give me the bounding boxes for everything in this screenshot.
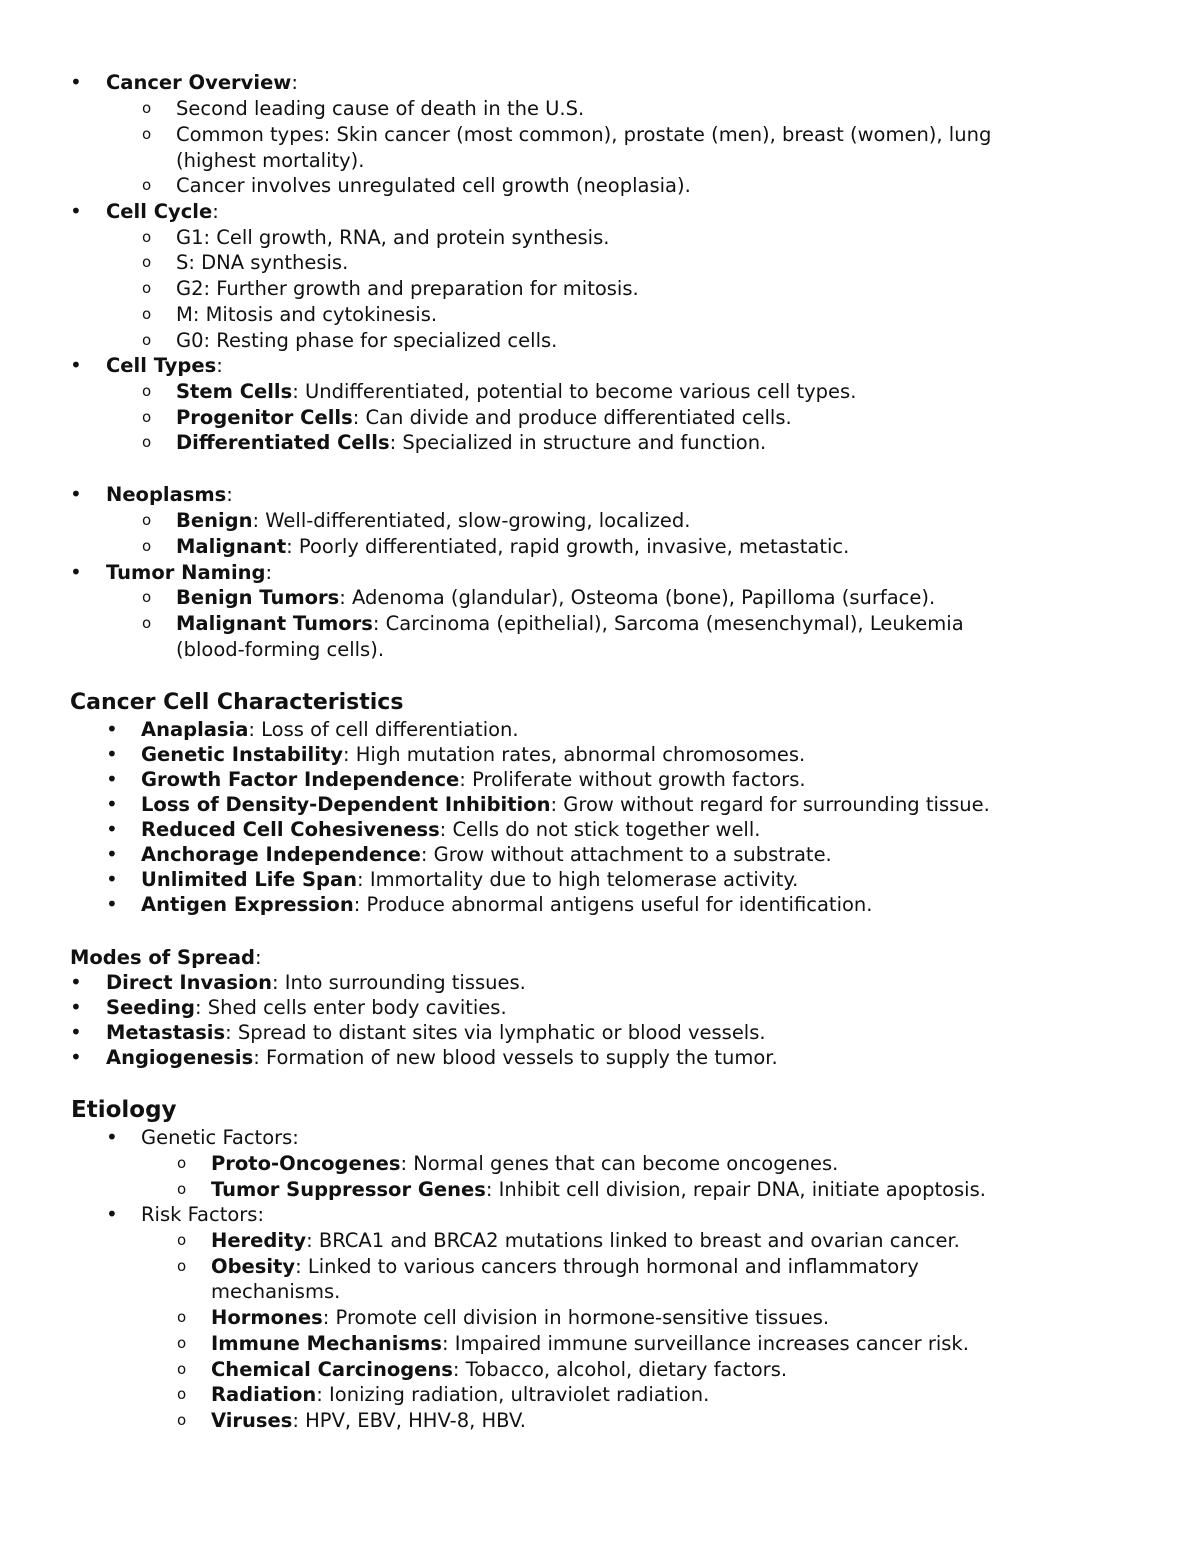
section-label-neoplasms: Neoplasms:	[106, 483, 233, 506]
list-item: G0: Resting phase for specialized cells.	[176, 329, 558, 352]
circle-marker: o	[142, 305, 152, 323]
circle-marker: o	[142, 588, 152, 606]
bullet-marker: •	[70, 482, 82, 506]
circle-marker: o	[177, 1334, 187, 1352]
list-item: Viruses: HPV, EBV, HHV-8, HBV.	[211, 1409, 526, 1432]
section-label-risk-factors: Risk Factors:	[141, 1203, 265, 1226]
circle-marker: o	[177, 1360, 187, 1378]
list-item-continuation: (blood-forming cells).	[176, 638, 385, 661]
section-heading-modes-of-spread: Modes of Spread:	[70, 946, 262, 969]
list-item: Cancer involves unregulated cell growth (neoplasia).	[176, 174, 691, 197]
list-item: Anchorage Independence: Grow without attachment to a substrate.	[141, 843, 832, 866]
bullet-marker: •	[106, 767, 118, 791]
list-item: G2: Further growth and preparation for mitosis.	[176, 277, 639, 300]
circle-marker: o	[177, 1154, 187, 1172]
circle-marker: o	[142, 125, 152, 143]
section-label-cell-types: Cell Types:	[106, 354, 223, 377]
bullet-marker: •	[106, 717, 118, 741]
circle-marker: o	[177, 1411, 187, 1429]
list-item: Reduced Cell Cohesiveness: Cells do not stick together well.	[141, 818, 761, 841]
bullet-marker: •	[70, 995, 82, 1019]
list-item: Unlimited Life Span: Immortality due to high telomerase activity.	[141, 868, 799, 891]
bullet-marker: •	[106, 792, 118, 816]
circle-marker: o	[142, 331, 152, 349]
circle-marker: o	[177, 1257, 187, 1275]
list-item: Loss of Density-Dependent Inhibition: Grow without regard for surrounding tissue.	[141, 793, 990, 816]
bullet-marker: •	[70, 1045, 82, 1069]
circle-marker: o	[177, 1231, 187, 1249]
list-item: Direct Invasion: Into surrounding tissues.	[106, 971, 526, 994]
circle-marker: o	[142, 511, 152, 529]
bullet-marker: •	[70, 970, 82, 994]
list-item: Angiogenesis: Formation of new blood vessels to supply the tumor.	[106, 1046, 778, 1069]
section-label-cancer-overview: Cancer Overview:	[106, 71, 298, 94]
bullet-marker: •	[106, 842, 118, 866]
list-item: Proto-Oncogenes: Normal genes that can become oncogenes.	[211, 1152, 839, 1175]
bullet-marker: •	[106, 1202, 118, 1226]
list-item: Metastasis: Spread to distant sites via lymphatic or blood vessels.	[106, 1021, 766, 1044]
section-heading-characteristics: Cancer Cell Characteristics	[70, 690, 404, 715]
bullet-marker: •	[70, 1020, 82, 1044]
list-item: Second leading cause of death in the U.S.	[176, 97, 585, 120]
circle-marker: o	[142, 228, 152, 246]
list-item: Antigen Expression: Produce abnormal antigens useful for identification.	[141, 893, 873, 916]
list-item: Tumor Suppressor Genes: Inhibit cell division, repair DNA, initiate apoptosis.	[211, 1178, 986, 1201]
section-label-genetic-factors: Genetic Factors:	[141, 1126, 299, 1149]
list-item: Common types: Skin cancer (most common), prostate (men), breast (women), lung	[176, 123, 992, 146]
bullet-marker: •	[70, 560, 82, 584]
list-item: Immune Mechanisms: Impaired immune surveillance increases cancer risk.	[211, 1332, 969, 1355]
circle-marker: o	[142, 408, 152, 426]
list-item: G1: Cell growth, RNA, and protein synthesis.	[176, 226, 610, 249]
bullet-marker: •	[106, 817, 118, 841]
list-item: Malignant Tumors: Carcinoma (epithelial), Sarcoma (mesenchymal), Leukemia	[176, 612, 964, 635]
list-item: Growth Factor Independence: Proliferate without growth factors.	[141, 768, 806, 791]
circle-marker: o	[142, 99, 152, 117]
bullet-marker: •	[106, 867, 118, 891]
bullet-marker: •	[70, 70, 82, 94]
list-item: Heredity: BRCA1 and BRCA2 mutations linked to breast and ovarian cancer.	[211, 1229, 960, 1252]
list-item: Obesity: Linked to various cancers through hormonal and inflammatory	[211, 1255, 919, 1278]
list-item-continuation: (highest mortality).	[176, 149, 365, 172]
list-item: Genetic Instability: High mutation rates, abnormal chromosomes.	[141, 743, 806, 766]
circle-marker: o	[142, 537, 152, 555]
list-item: Malignant: Poorly differentiated, rapid growth, invasive, metastatic.	[176, 535, 850, 558]
circle-marker: o	[142, 279, 152, 297]
section-heading-etiology: Etiology	[71, 1097, 177, 1123]
list-item: Benign Tumors: Adenoma (glandular), Osteoma (bone), Papilloma (surface).	[176, 586, 936, 609]
list-item: Stem Cells: Undifferentiated, potential to become various cell types.	[176, 380, 857, 403]
bullet-marker: •	[106, 742, 118, 766]
bullet-marker: •	[106, 1125, 118, 1149]
bullet-marker: •	[70, 353, 82, 377]
circle-marker: o	[177, 1385, 187, 1403]
section-label-tumor-naming: Tumor Naming:	[106, 561, 273, 584]
list-item: Hormones: Promote cell division in hormone-sensitive tissues.	[211, 1306, 830, 1329]
list-item: Benign: Well-differentiated, slow-growing, localized.	[176, 509, 691, 532]
list-item: M: Mitosis and cytokinesis.	[176, 303, 438, 326]
circle-marker: o	[177, 1308, 187, 1326]
circle-marker: o	[142, 614, 152, 632]
section-label-cell-cycle: Cell Cycle:	[106, 200, 219, 223]
list-item: Seeding: Shed cells enter body cavities.	[106, 996, 507, 1019]
circle-marker: o	[142, 176, 152, 194]
circle-marker: o	[177, 1180, 187, 1198]
bullet-marker: •	[106, 892, 118, 916]
list-item: Anaplasia: Loss of cell differentiation.	[141, 718, 519, 741]
circle-marker: o	[142, 253, 152, 271]
circle-marker: o	[142, 433, 152, 451]
list-item: Radiation: Ionizing radiation, ultraviolet radiation.	[211, 1383, 710, 1406]
bullet-marker: •	[70, 199, 82, 223]
list-item-continuation: mechanisms.	[211, 1280, 341, 1303]
list-item: Progenitor Cells: Can divide and produce differentiated cells.	[176, 406, 792, 429]
circle-marker: o	[142, 382, 152, 400]
list-item: Chemical Carcinogens: Tobacco, alcohol, dietary factors.	[211, 1358, 788, 1381]
list-item: S: DNA synthesis.	[176, 251, 349, 274]
list-item: Differentiated Cells: Specialized in structure and function.	[176, 431, 767, 454]
